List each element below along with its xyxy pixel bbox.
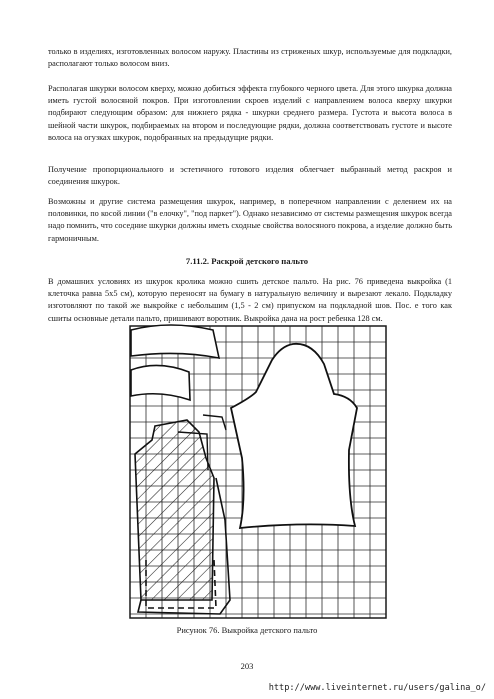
page-number: 203 [240,661,254,671]
collar-piece-1 [131,325,219,358]
paragraph-5: В домашних условиях из шкурок кролика можно сшить детское пальто. На рис. 76 приведена выкройка (1 клеточка равна 5х5 см), которую переносят на бумагу в натуральную величину и вырезают лекало. Подкладку изготовляют по такой же выкройке с небольшим (1,5 - 2 см) припуском на подкладной шов. Пос. е того как сшиты основные детали пальто, пришивают воротник. Выкройка дана на рост ребенка 128 см. [48,277,452,323]
paragraph-3: Получение пропорционального и эстетичного готового изделия облегчает выбранный метод раскроя и соединения шкурок. [48,165,452,187]
watermark-url[interactable]: http://www.liveinternet.ru/users/galina_o/ [268,683,486,693]
collar-piece-2 [131,365,190,400]
paragraph-4: Возможны и другие система размещения шкурок, например, в поперечном направлении с делением их на половинки, по косой линии ("в елочку", "под паркет"). Однако независимо от системы размещения шкурок всегда надо помнить, что соседние шкурки должны иметь сходные свойства волосяного покрова, а изделие должно быть гармоничным. [48,197,452,243]
front-piece-hatched [135,420,214,600]
sleeve-edge [203,415,226,430]
figure-caption: Рисунок 76. Выкройка детского пальто [176,625,318,635]
section-heading: 7.11.2. Раскрой детского пальто [185,256,309,266]
paragraph-1: только в изделиях, изготовленных волосом наружу. Пластины из стриженых шкур, используемые для подкладки, располагают только волосом вниз. [48,47,452,69]
paragraph-2: Располагая шкурки волосом кверху, можно добиться эффекта глубокого черного цвета. Для этого шкурка должна иметь густой волосяной покров. При изготовлении скроев изделий с направлением волоса кверху шкурки подбирают следующим образом: для нижнего рядка - шкурки среднего размера. Густота и высота волоса в шейной части шкурок, подбираемых на втором и последующие рядки, должна соответствовать густоте и высоте волоса на огузках шкурок, подобранных на предыдущие рядки. [48,84,452,142]
